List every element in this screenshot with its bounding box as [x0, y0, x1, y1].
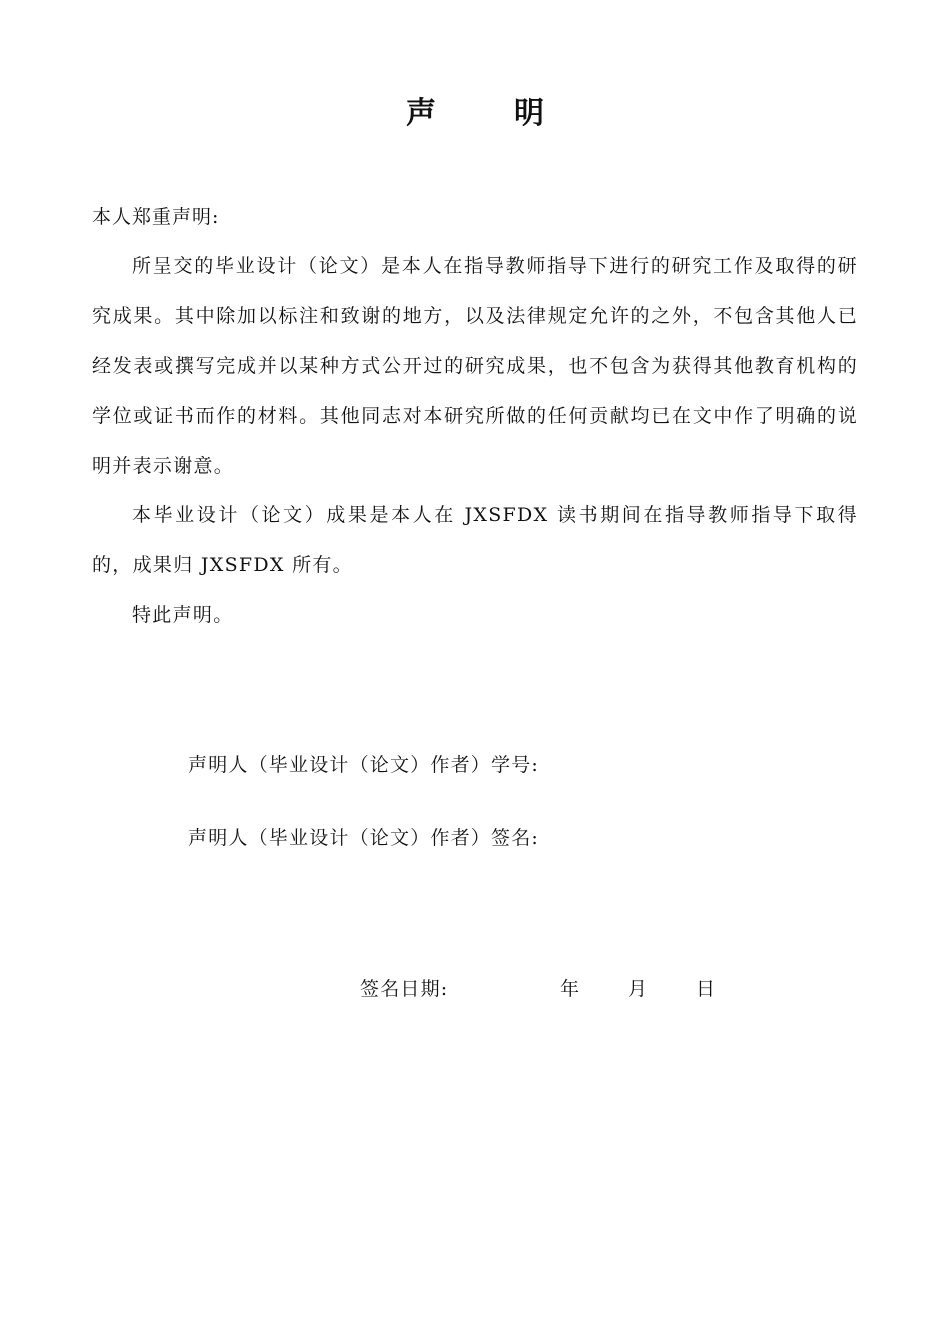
date-month-unit: 月 — [628, 978, 649, 1000]
date-year-unit: 年 — [560, 978, 581, 1000]
title-char-1: 声 — [406, 96, 436, 131]
signature-label: 声明人（毕业设计（论文）作者）签名: — [188, 827, 540, 849]
date-label: 签名日期: — [360, 978, 449, 1000]
title-char-2: 明 — [514, 96, 544, 131]
declaration-paragraph-1: 所呈交的毕业设计（论文）是本人在指导教师指导下进行的研究工作及取得的研究成果。其中除加以标注和致谢的地方，以及法律规定允许的之外，不包含其他人已经发表或撰写完成并以某种方式公开过的研究成果，也不包含为获得其他教育机构的学位或证书而作的材料。其他同志对本研究所做的任何贡献均已在文中作了明确的说明并表示谢意。 — [92, 255, 858, 477]
page-title — [0, 92, 950, 136]
greeting-line: 本人郑重声明: — [92, 206, 220, 228]
student-id-label: 声明人（毕业设计（论文）作者）学号: — [188, 754, 540, 776]
declaration-closing: 特此声明。 — [132, 604, 234, 626]
declaration-paragraph-2: 本毕业设计（论文）成果是本人在 JXSFDX 读书期间在指导教师指导下取得的，成果归 JXSFDX 所有。 — [92, 504, 858, 576]
date-day-unit: 日 — [696, 978, 717, 1000]
